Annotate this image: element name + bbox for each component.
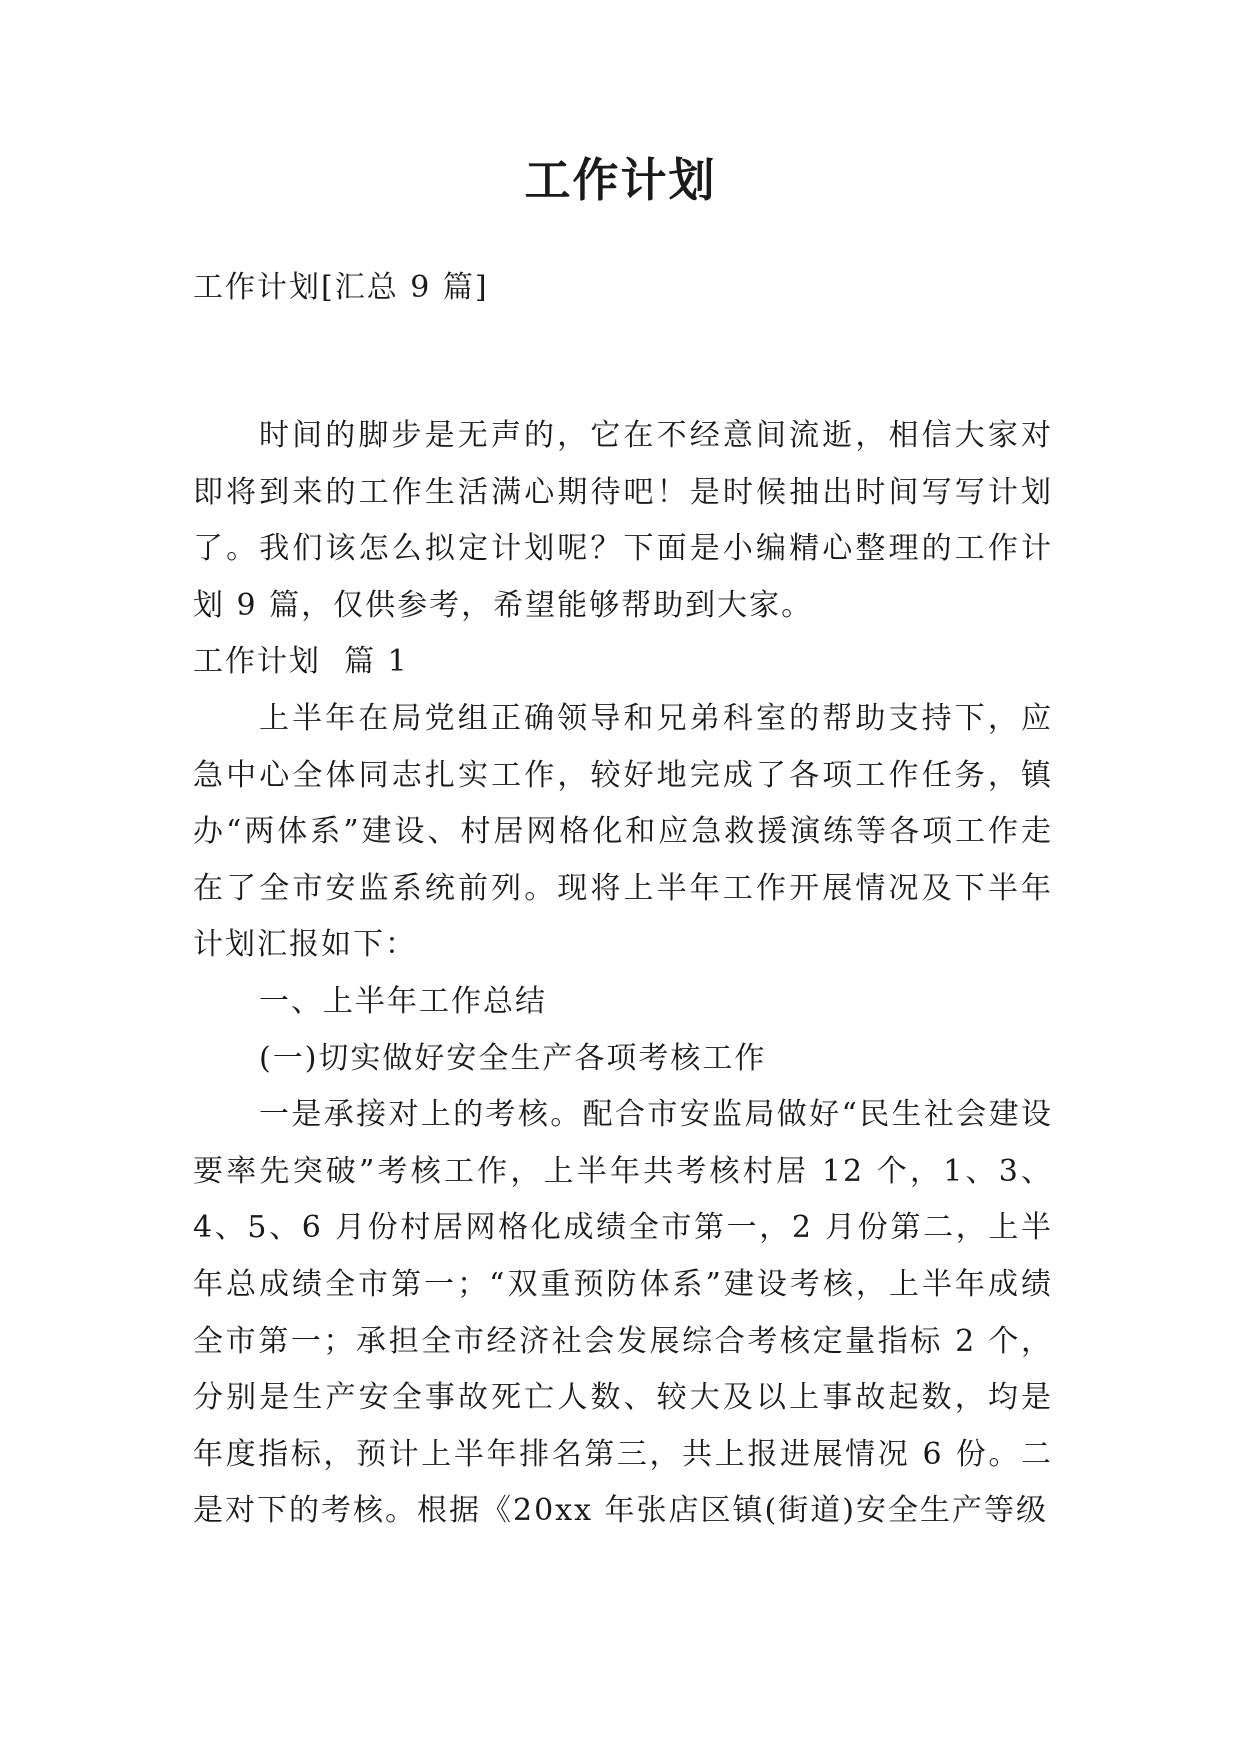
heading-level-1: 一、上半年工作总结 <box>259 983 547 1019</box>
paragraph-overview: 上半年在局党组正确领导和兄弟科室的帮助支持下，应急中心全体同志扎实工作，较好地完成了各项工作任务，镇办“两体系”建设、村居网格化和应急救援演练等各项工作走在了全市安监系统前列。现将上半年工作开展情况及下半年计划汇报如下： <box>193 700 1053 963</box>
paragraph-assessment: 一是承接对上的考核。配合市安监局做好“民生社会建设要率先突破”考核工作，上半年共考核村居 12 个，1、3、4、5、6 月份村居网格化成绩全市第一，2 月份第二，上半年总成绩全市第一；“双重预防体系”建设考核，上半年成绩全市第一；承担全市经济社会发展综合考核定量指标 2 个，分别是生产安全事故死亡人数、较大及以上事故起数，均是年度指标，预计上半年排名第三，共上报进展情况 6 份。二是对下的考核。根据《20xx 年张店区镇(街道)安全生产等级 <box>193 1097 1053 1529</box>
section-label: 工作计划 篇 1 <box>193 644 409 680</box>
heading-level-2: (一)切实做好安全生产各项考核工作 <box>259 1040 767 1076</box>
document-subtitle: 工作计划[汇总 9 篇] <box>193 270 489 305</box>
document-title: 工作计划 <box>524 153 717 207</box>
document-body <box>193 408 1053 1540</box>
paragraph-intro: 时间的脚步是无声的，它在不经意间流逝，相信大家对即将到来的工作生活满心期待吧！是时候抽出时间写写计划了。我们该怎么拟定计划呢？下面是小编精心整理的工作计划 9 篇，仅供参考，希望能够帮助到大家。 <box>193 418 1053 623</box>
